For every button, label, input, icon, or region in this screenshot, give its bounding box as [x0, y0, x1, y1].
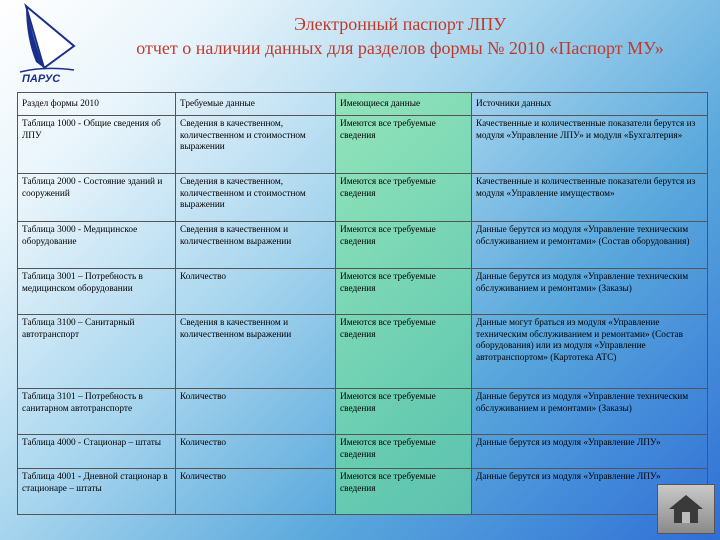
table-cell: Качественные и количественные показатели берутся из модуля «Управление имуществом» [472, 174, 708, 222]
table-cell: Таблица 3100 – Санитарный автотранспорт [18, 315, 176, 389]
column-header: Требуемые данные [176, 93, 336, 116]
table-cell: Имеются все требуемые сведения [336, 174, 472, 222]
table-cell: Таблица 4001 - Дневной стационар в стационаре – штаты [18, 469, 176, 515]
logo-text: ПАРУС [22, 73, 61, 85]
table-cell: Сведения в качественном, количественном и стоимостном выражении [176, 116, 336, 174]
table-cell: Данные берутся из модуля «Управление ЛПУ» [472, 469, 708, 515]
table-row [18, 269, 708, 315]
table-cell: Имеются все требуемые сведения [336, 469, 472, 515]
column-header: Раздел формы 2010 [18, 93, 176, 116]
title-line-1: Электронный паспорт ЛПУ [293, 14, 507, 34]
table-cell: Данные берутся из модуля «Управление ЛПУ» [472, 435, 708, 469]
table-cell: Количество [176, 469, 336, 515]
page-title [80, 12, 720, 60]
table-header-row [18, 93, 708, 116]
table-cell: Данные берутся из модуля «Управление техническим обслуживанием и ремонтами» (Заказы) [472, 269, 708, 315]
table-cell: Имеются все требуемые сведения [336, 435, 472, 469]
table-cell: Количество [176, 269, 336, 315]
table-cell: Таблица 1000 - Общие сведения об ЛПУ [18, 116, 176, 174]
table-row [18, 435, 708, 469]
table-row [18, 469, 708, 515]
title-line-2: отчет о наличии данных для разделов формы № 2010 «Паспорт МУ» [136, 38, 664, 58]
column-header: Источники данных [472, 93, 708, 116]
column-header: Имеющиеся данные [336, 93, 472, 116]
logo [14, 2, 84, 86]
table-cell: Таблица 3101 – Потребность в санитарном автотранспорте [18, 389, 176, 435]
table-row [18, 389, 708, 435]
table-cell: Таблица 3000 - Медицинское оборудование [18, 222, 176, 269]
table-row [18, 315, 708, 389]
table-cell: Имеются все требуемые сведения [336, 389, 472, 435]
table-cell: Сведения в качественном и количественном выражении [176, 222, 336, 269]
table-cell: Сведения в качественном, количественном и стоимостном выражении [176, 174, 336, 222]
data-table [17, 92, 708, 515]
table-row [18, 174, 708, 222]
table-cell: Имеются все требуемые сведения [336, 222, 472, 269]
table-cell: Данные могут браться из модуля «Управление техническим обслуживанием и ремонтами» (Состав оборудования) или из модуля «Управление автотранспортом» (Картотека АТС) [472, 315, 708, 389]
table-cell: Качественные и количественные показатели берутся из модуля «Управление ЛПУ» и модуля «Бухгалтерия» [472, 116, 708, 174]
table-row [18, 222, 708, 269]
table-cell: Таблица 3001 – Потребность в медицинском оборудовании [18, 269, 176, 315]
table-cell: Имеются все требуемые сведения [336, 315, 472, 389]
home-icon [666, 492, 706, 526]
table-cell: Имеются все требуемые сведения [336, 116, 472, 174]
table-cell: Таблица 2000 - Состояние зданий и сооружений [18, 174, 176, 222]
table-cell: Сведения в качественном и количественном выражении [176, 315, 336, 389]
table-row [18, 116, 708, 174]
table-cell: Имеются все требуемые сведения [336, 269, 472, 315]
table-cell: Количество [176, 435, 336, 469]
table-cell: Таблица 4000 - Стационар – штаты [18, 435, 176, 469]
table-cell: Данные берутся из модуля «Управление техническим обслуживанием и ремонтами» (Заказы) [472, 389, 708, 435]
table-cell: Данные берутся из модуля «Управление техническим обслуживанием и ремонтами» (Состав оборудования) [472, 222, 708, 269]
home-button[interactable] [657, 484, 715, 534]
table-cell: Количество [176, 389, 336, 435]
